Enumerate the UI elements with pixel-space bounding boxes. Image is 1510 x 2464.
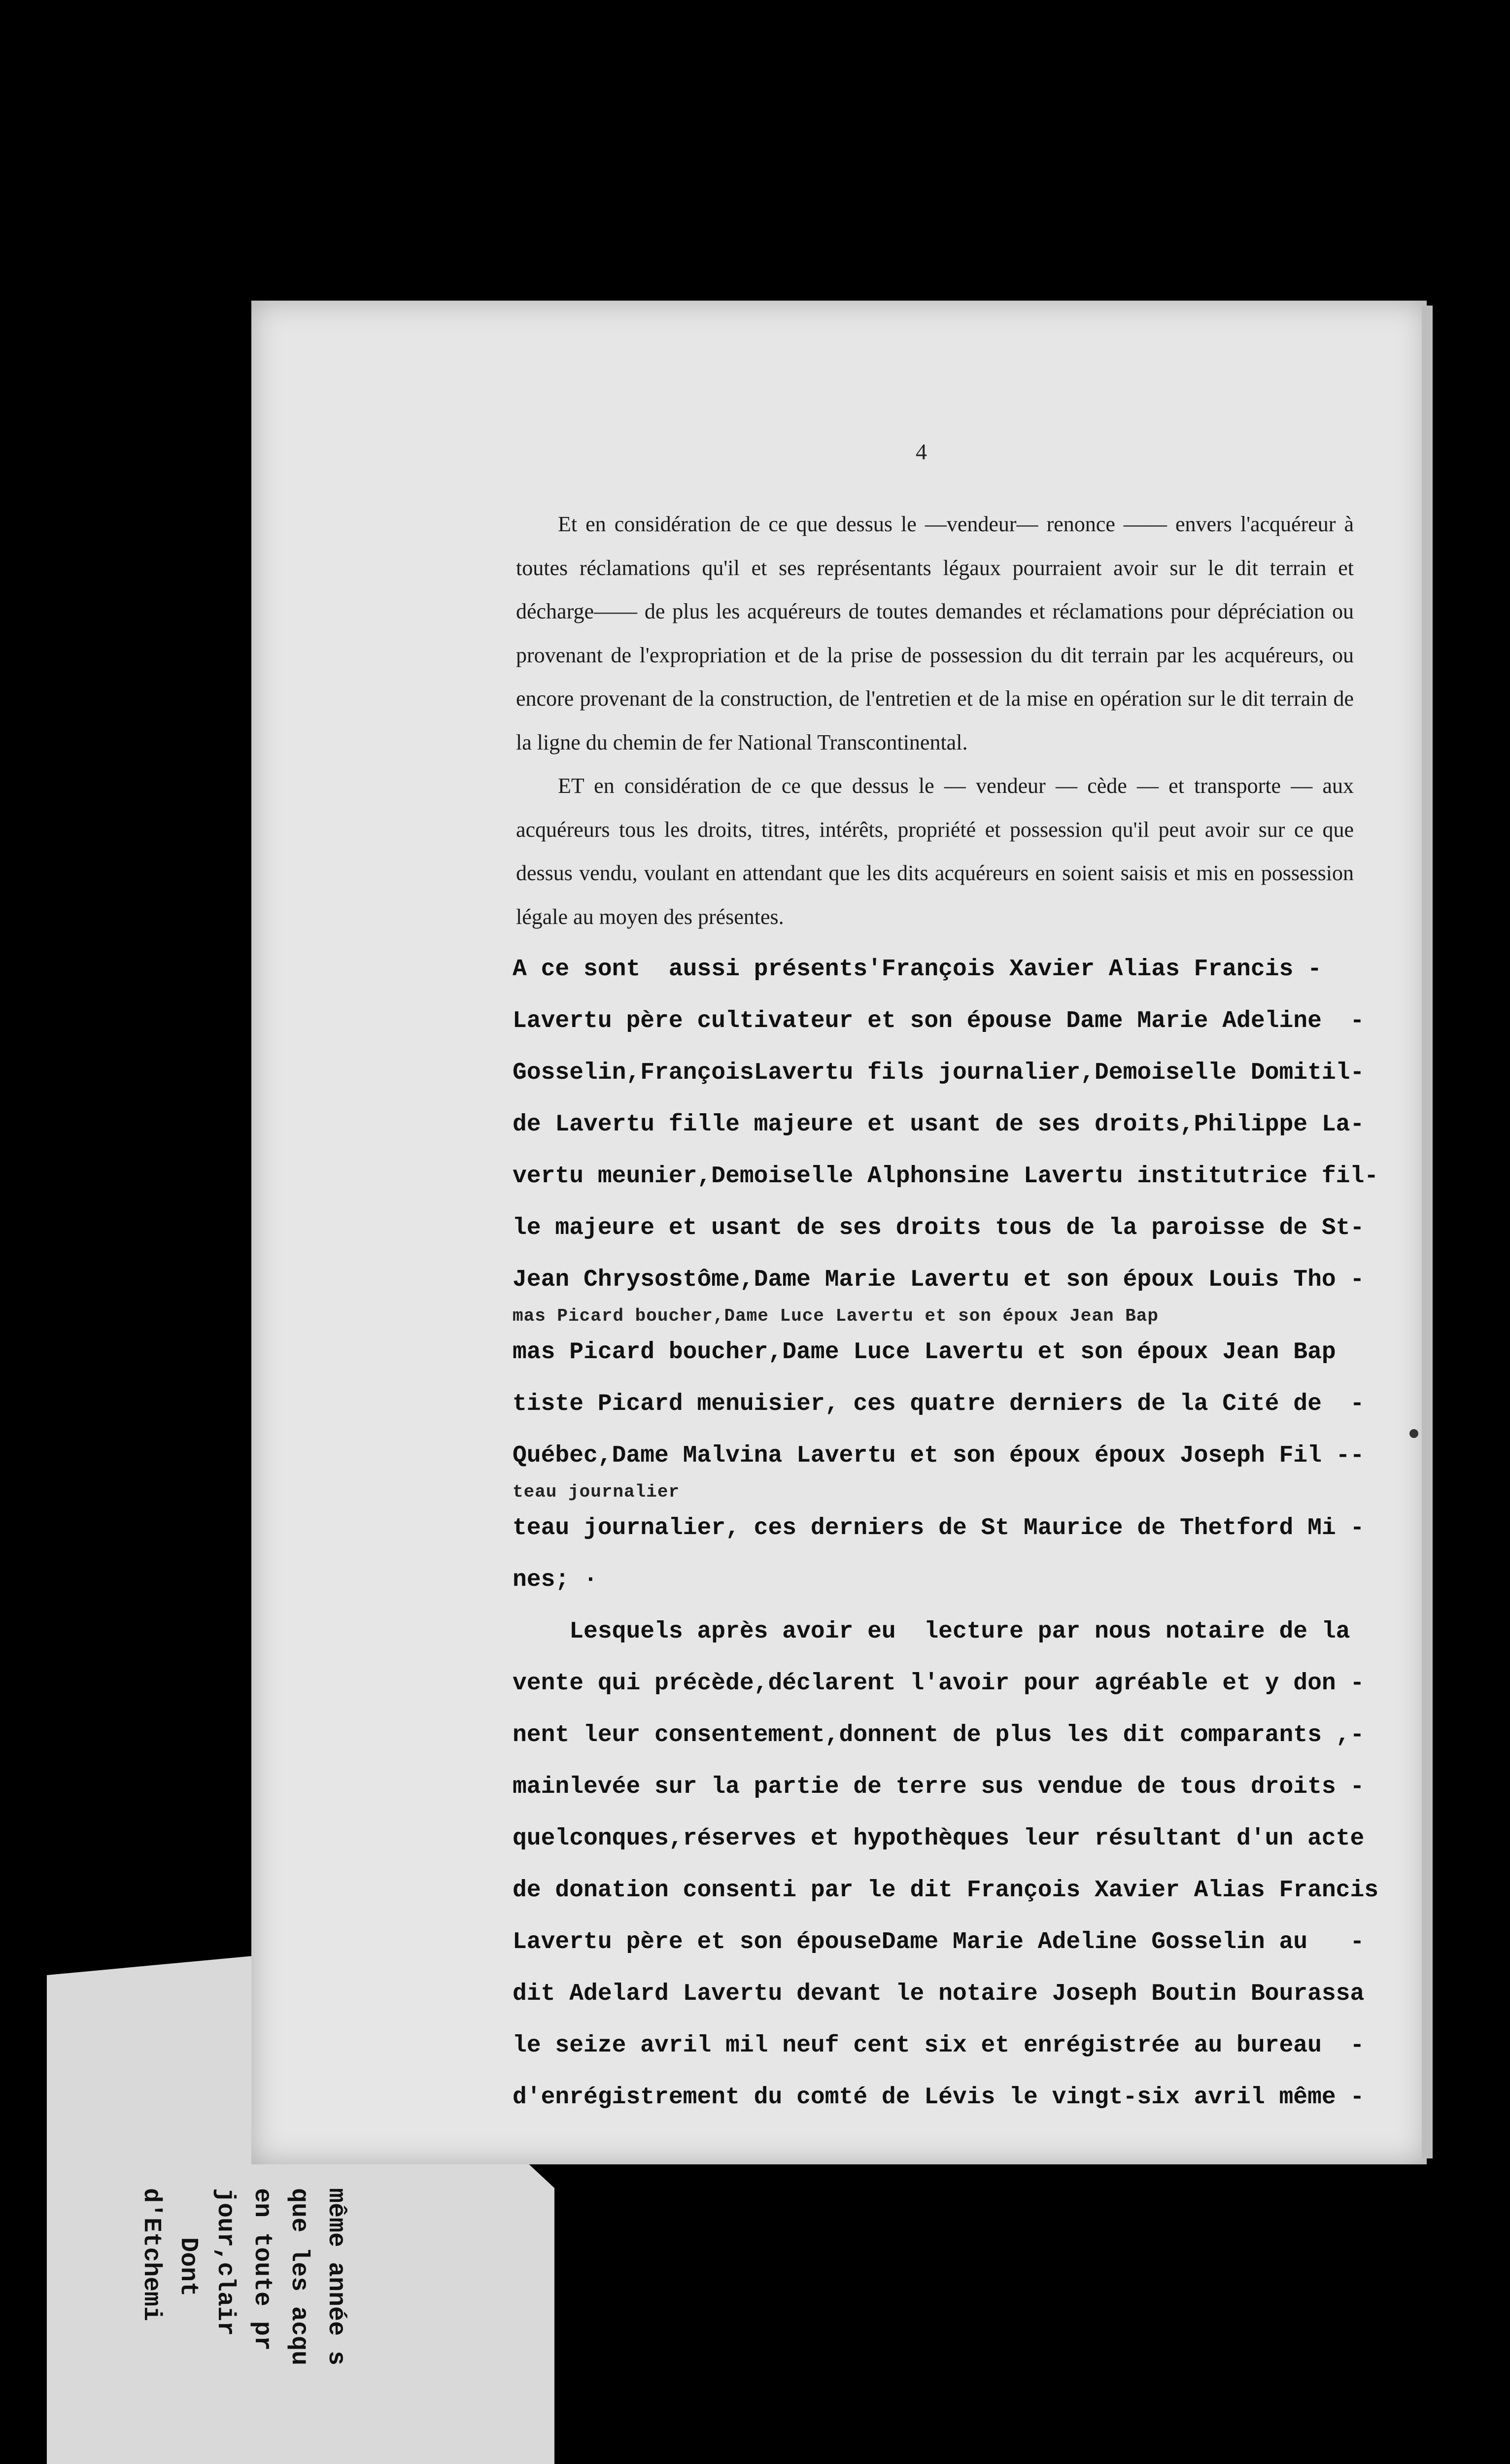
typed-line: dit Adelard Lavertu devant le notaire Joseph Boutin Bourassa [513, 1981, 1365, 2007]
typed-line: le majeure et usant de ses droits tous de la paroisse de St- [513, 1215, 1365, 1241]
typed-line: quelconques,réserves et hypothèques leur résultant d'un acte [513, 1825, 1365, 1852]
struck-line: mas Picard boucher,Dame Luce Lavertu et son époux Jean Bap [513, 1306, 1159, 1326]
side-line: même année s [322, 2188, 350, 2366]
side-line: d'Etchemi [137, 2188, 165, 2322]
typed-line: nent leur consentement,donnent de plus les dit comparants ,- [513, 1722, 1365, 1748]
margin-mark [1409, 1429, 1418, 1438]
typed-line: Gosselin,FrançoisLavertu fils journalier,Demoiselle Domitil- [513, 1060, 1365, 1086]
typed-line: mainlevée sur la partie de terre sus vendue de tous droits - [513, 1774, 1365, 1800]
typed-line: teau journalier, ces derniers de St Maurice de Thetford Mi - [513, 1515, 1365, 1541]
typed-line: tiste Picard menuisier, ces quatre derniers de la Cité de - [513, 1391, 1365, 1417]
printed-paragraph-1: Et en considération de ce que dessus le —vendeur— renonce —— envers l'acquéreur à toutes réclamations qu'il et ses représentants légaux pourraient avoir sur le dit terrain et décharge—— de plus les acquéreurs de toutes demandes et réclamations pour dépréciation ou provenant de l'expropriation et de la prise de possession du dit terrain par les acquéreurs, ou encore provenant de la construction, de l'entretien et de la mise en opération sur le dit terrain de la ligne du chemin de fer National Transcontinental. [516, 512, 1354, 754]
rotated-side-text [137, 2188, 488, 2464]
typed-line: de Lavertu fille majeure et usant de ses droits,Philippe La- [513, 1111, 1365, 1138]
typed-line: le seize avril mil neuf cent six et enrégistrée au bureau - [513, 2032, 1365, 2059]
struck-line: teau journalier [513, 1482, 680, 1502]
typed-line: Lavertu père cultivateur et son épouse Dame Marie Adeline - [513, 1008, 1365, 1034]
typed-line: de donation consenti par le dit François Xavier Alias Francis [513, 1877, 1379, 1904]
side-line: que les acqu [285, 2188, 313, 2366]
page-edge [1422, 306, 1433, 2158]
typed-line: vente qui précède,déclarent l'avoir pour agréable et y don - [513, 1670, 1365, 1697]
typed-line: Jean Chrysostôme,Dame Marie Lavertu et son époux Louis Tho - [513, 1266, 1365, 1293]
printed-text [516, 503, 1354, 939]
typed-text [513, 944, 1400, 2123]
typed-line: Québec,Dame Malvina Lavertu et son époux époux Joseph Fil -- [513, 1442, 1365, 1469]
typed-line: vertu meunier,Demoiselle Alphonsine Lavertu institutrice fil- [513, 1163, 1379, 1190]
side-line: jour,clair [211, 2188, 239, 2336]
typed-line: mas Picard boucher,Dame Luce Lavertu et son époux Jean Bap [513, 1339, 1336, 1366]
typed-line: Lavertu père et son épouseDame Marie Adeline Gosselin au - [513, 1929, 1365, 1955]
typed-line: nes; · [513, 1567, 598, 1593]
printed-paragraph-2: ET en considération de ce que dessus le — vendeur — cède — et transporte — aux acquéreurs tous les droits, titres, intérêts, propriété et possession qu'il peut avoir sur ce que dessus vendu, voulant en attendant que les dits acquéreurs en soient saisis et mis en possession légale au moyen des présentes. [516, 774, 1354, 929]
side-line: en toute pr [248, 2188, 276, 2351]
page-number: 4 [916, 439, 927, 464]
typed-line: d'enrégistrement du comté de Lévis le vingt-six avril même - [513, 2084, 1365, 2111]
side-line: Dont [174, 2237, 202, 2297]
typed-line: A ce sont aussi présents'François Xavier Alias Francis - [513, 956, 1322, 983]
typed-line: Lesquels après avoir eu lecture par nous notaire de la [513, 1618, 1350, 1645]
